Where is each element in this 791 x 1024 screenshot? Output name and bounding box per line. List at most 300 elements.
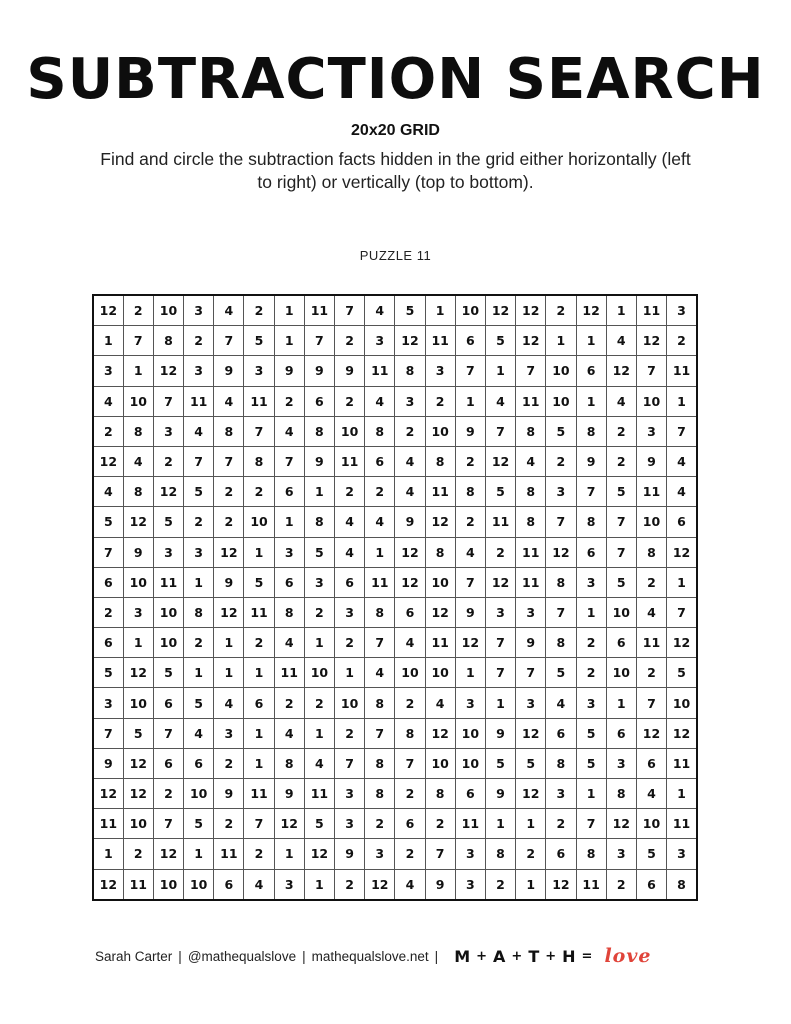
grid-cell[interactable]: 8 (395, 356, 425, 386)
grid-cell[interactable]: 11 (244, 386, 274, 416)
grid-cell[interactable]: 7 (606, 507, 636, 537)
grid-cell[interactable]: 4 (395, 477, 425, 507)
grid-cell[interactable]: 12 (123, 748, 153, 778)
grid-cell[interactable]: 8 (546, 748, 576, 778)
grid-cell[interactable]: 8 (546, 567, 576, 597)
grid-cell[interactable]: 1 (455, 658, 485, 688)
grid-cell[interactable]: 4 (335, 537, 365, 567)
grid-cell[interactable]: 8 (395, 718, 425, 748)
grid-cell[interactable]: 2 (606, 869, 636, 900)
grid-cell[interactable]: 10 (425, 748, 455, 778)
grid-cell[interactable]: 2 (365, 477, 395, 507)
grid-cell[interactable]: 12 (485, 446, 515, 476)
grid-cell[interactable]: 9 (576, 446, 606, 476)
grid-cell[interactable]: 12 (93, 779, 123, 809)
grid-cell[interactable]: 2 (485, 537, 515, 567)
grid-cell[interactable]: 11 (455, 809, 485, 839)
grid-cell[interactable]: 1 (244, 658, 274, 688)
grid-cell[interactable]: 2 (335, 477, 365, 507)
grid-cell[interactable]: 3 (93, 688, 123, 718)
grid-cell[interactable]: 11 (365, 356, 395, 386)
grid-cell[interactable]: 4 (606, 386, 636, 416)
grid-cell[interactable]: 11 (214, 839, 244, 869)
grid-cell[interactable]: 7 (485, 628, 515, 658)
grid-cell[interactable]: 3 (667, 839, 697, 869)
grid-cell[interactable]: 3 (516, 597, 546, 627)
grid-cell[interactable]: 7 (516, 658, 546, 688)
grid-cell[interactable]: 7 (455, 356, 485, 386)
grid-cell[interactable]: 12 (365, 869, 395, 900)
grid-cell[interactable]: 3 (335, 597, 365, 627)
grid-cell[interactable]: 3 (365, 839, 395, 869)
grid-cell[interactable]: 5 (606, 477, 636, 507)
grid-cell[interactable]: 2 (153, 779, 183, 809)
grid-cell[interactable]: 8 (485, 839, 515, 869)
grid-cell[interactable]: 7 (576, 809, 606, 839)
grid-cell[interactable]: 7 (93, 537, 123, 567)
footer-handle[interactable]: @mathequalslove (187, 948, 297, 964)
grid-cell[interactable]: 7 (606, 537, 636, 567)
grid-cell[interactable]: 1 (606, 295, 636, 326)
grid-cell[interactable]: 4 (184, 416, 214, 446)
grid-cell[interactable]: 2 (606, 416, 636, 446)
grid-cell[interactable]: 5 (93, 507, 123, 537)
grid-cell[interactable]: 2 (244, 628, 274, 658)
grid-cell[interactable]: 2 (123, 839, 153, 869)
grid-cell[interactable]: 6 (636, 748, 666, 778)
grid-cell[interactable]: 1 (576, 326, 606, 356)
grid-cell[interactable]: 11 (425, 477, 455, 507)
grid-cell[interactable]: 1 (93, 839, 123, 869)
grid-cell[interactable]: 1 (667, 779, 697, 809)
grid-cell[interactable]: 11 (184, 386, 214, 416)
grid-cell[interactable]: 5 (485, 477, 515, 507)
grid-cell[interactable]: 4 (274, 628, 304, 658)
grid-cell[interactable]: 10 (546, 386, 576, 416)
grid-cell[interactable]: 11 (425, 326, 455, 356)
grid-cell[interactable]: 9 (304, 356, 334, 386)
grid-cell[interactable]: 1 (214, 658, 244, 688)
grid-cell[interactable]: 12 (667, 537, 697, 567)
grid-cell[interactable]: 6 (576, 537, 606, 567)
grid-cell[interactable]: 4 (214, 688, 244, 718)
grid-cell[interactable]: 3 (667, 295, 697, 326)
grid-cell[interactable]: 7 (153, 718, 183, 748)
grid-cell[interactable]: 12 (153, 477, 183, 507)
grid-cell[interactable]: 6 (455, 779, 485, 809)
grid-cell[interactable]: 8 (304, 416, 334, 446)
grid-cell[interactable]: 10 (455, 718, 485, 748)
grid-cell[interactable]: 2 (546, 295, 576, 326)
grid-cell[interactable]: 12 (516, 718, 546, 748)
grid-cell[interactable]: 1 (244, 537, 274, 567)
grid-cell[interactable]: 2 (546, 446, 576, 476)
grid-cell[interactable]: 3 (636, 416, 666, 446)
grid-cell[interactable]: 8 (606, 779, 636, 809)
grid-cell[interactable]: 7 (153, 809, 183, 839)
grid-cell[interactable]: 5 (485, 748, 515, 778)
grid-cell[interactable]: 11 (304, 779, 334, 809)
grid-cell[interactable]: 10 (123, 688, 153, 718)
grid-cell[interactable]: 7 (335, 748, 365, 778)
grid-cell[interactable]: 4 (184, 718, 214, 748)
grid-cell[interactable]: 5 (485, 326, 515, 356)
grid-cell[interactable]: 2 (214, 809, 244, 839)
grid-cell[interactable]: 4 (304, 748, 334, 778)
grid-cell[interactable]: 10 (636, 507, 666, 537)
grid-cell[interactable]: 5 (667, 658, 697, 688)
grid-cell[interactable]: 11 (123, 869, 153, 900)
grid-cell[interactable]: 2 (516, 839, 546, 869)
grid-cell[interactable]: 1 (93, 326, 123, 356)
grid-cell[interactable]: 12 (93, 446, 123, 476)
grid-cell[interactable]: 8 (576, 839, 606, 869)
grid-cell[interactable]: 5 (184, 809, 214, 839)
grid-cell[interactable]: 4 (365, 386, 395, 416)
grid-cell[interactable]: 10 (123, 386, 153, 416)
grid-cell[interactable]: 10 (455, 748, 485, 778)
grid-cell[interactable]: 1 (667, 567, 697, 597)
grid-cell[interactable]: 3 (546, 477, 576, 507)
grid-cell[interactable]: 12 (153, 356, 183, 386)
grid-cell[interactable]: 4 (667, 446, 697, 476)
grid-cell[interactable]: 11 (516, 567, 546, 597)
grid-cell[interactable]: 6 (153, 688, 183, 718)
grid-cell[interactable]: 3 (425, 356, 455, 386)
grid-cell[interactable]: 11 (365, 567, 395, 597)
grid-cell[interactable]: 7 (546, 597, 576, 627)
grid-cell[interactable]: 6 (546, 718, 576, 748)
grid-cell[interactable]: 2 (425, 386, 455, 416)
grid-cell[interactable]: 2 (335, 628, 365, 658)
grid-cell[interactable]: 12 (455, 628, 485, 658)
grid-cell[interactable]: 4 (667, 477, 697, 507)
grid-cell[interactable]: 3 (214, 718, 244, 748)
grid-cell[interactable]: 4 (455, 537, 485, 567)
grid-cell[interactable]: 11 (576, 869, 606, 900)
grid-cell[interactable]: 1 (304, 869, 334, 900)
grid-cell[interactable]: 1 (184, 658, 214, 688)
grid-cell[interactable]: 4 (365, 658, 395, 688)
grid-cell[interactable]: 3 (153, 537, 183, 567)
grid-cell[interactable]: 5 (153, 658, 183, 688)
grid-cell[interactable]: 3 (304, 567, 334, 597)
grid-cell[interactable]: 6 (335, 567, 365, 597)
grid-cell[interactable]: 1 (304, 628, 334, 658)
grid-cell[interactable]: 12 (395, 326, 425, 356)
grid-cell[interactable]: 6 (93, 567, 123, 597)
grid-cell[interactable]: 11 (667, 356, 697, 386)
grid-cell[interactable]: 12 (516, 779, 546, 809)
grid-cell[interactable]: 4 (636, 597, 666, 627)
grid-cell[interactable]: 7 (335, 295, 365, 326)
grid-cell[interactable]: 1 (244, 748, 274, 778)
grid-cell[interactable]: 1 (516, 869, 546, 900)
grid-cell[interactable]: 9 (214, 779, 244, 809)
grid-cell[interactable]: 10 (606, 597, 636, 627)
grid-cell[interactable]: 12 (123, 779, 153, 809)
grid-cell[interactable]: 4 (395, 628, 425, 658)
grid-cell[interactable]: 4 (365, 295, 395, 326)
grid-cell[interactable]: 8 (123, 477, 153, 507)
grid-cell[interactable]: 4 (395, 869, 425, 900)
grid-cell[interactable]: 6 (636, 869, 666, 900)
grid-cell[interactable]: 10 (425, 416, 455, 446)
grid-cell[interactable]: 9 (335, 839, 365, 869)
grid-cell[interactable]: 8 (425, 537, 455, 567)
footer-website[interactable]: mathequalslove.net (311, 948, 429, 964)
grid-cell[interactable]: 10 (606, 658, 636, 688)
grid-cell[interactable]: 2 (485, 869, 515, 900)
grid-cell[interactable]: 9 (123, 537, 153, 567)
grid-cell[interactable]: 3 (455, 839, 485, 869)
grid-cell[interactable]: 6 (606, 628, 636, 658)
grid-cell[interactable]: 10 (425, 567, 455, 597)
grid-cell[interactable]: 10 (184, 779, 214, 809)
grid-cell[interactable]: 3 (516, 688, 546, 718)
grid-cell[interactable]: 10 (335, 416, 365, 446)
grid-cell[interactable]: 3 (365, 326, 395, 356)
grid-cell[interactable]: 6 (244, 688, 274, 718)
grid-cell[interactable]: 2 (335, 869, 365, 900)
grid-cell[interactable]: 1 (214, 628, 244, 658)
grid-cell[interactable]: 11 (244, 597, 274, 627)
grid-cell[interactable]: 2 (304, 597, 334, 627)
grid-cell[interactable]: 12 (123, 507, 153, 537)
grid-cell[interactable]: 9 (214, 567, 244, 597)
grid-cell[interactable]: 1 (485, 356, 515, 386)
grid-cell[interactable]: 2 (636, 658, 666, 688)
grid-cell[interactable]: 2 (274, 386, 304, 416)
grid-cell[interactable]: 7 (244, 809, 274, 839)
grid-cell[interactable]: 1 (304, 718, 334, 748)
grid-cell[interactable]: 7 (214, 446, 244, 476)
grid-cell[interactable]: 3 (576, 688, 606, 718)
grid-cell[interactable]: 2 (93, 597, 123, 627)
grid-cell[interactable]: 3 (546, 779, 576, 809)
grid-cell[interactable]: 12 (636, 326, 666, 356)
grid-cell[interactable]: 10 (335, 688, 365, 718)
grid-cell[interactable]: 2 (244, 477, 274, 507)
grid-cell[interactable]: 9 (485, 718, 515, 748)
grid-cell[interactable]: 7 (184, 446, 214, 476)
grid-cell[interactable]: 11 (636, 628, 666, 658)
grid-cell[interactable]: 12 (485, 295, 515, 326)
grid-cell[interactable]: 10 (153, 597, 183, 627)
grid-cell[interactable]: 6 (274, 477, 304, 507)
grid-cell[interactable]: 9 (274, 356, 304, 386)
grid-cell[interactable]: 3 (606, 839, 636, 869)
grid-cell[interactable]: 3 (335, 779, 365, 809)
grid-cell[interactable]: 3 (244, 356, 274, 386)
grid-cell[interactable]: 8 (576, 416, 606, 446)
grid-cell[interactable]: 8 (636, 537, 666, 567)
grid-cell[interactable]: 2 (667, 326, 697, 356)
grid-cell[interactable]: 2 (335, 386, 365, 416)
grid-cell[interactable]: 2 (425, 809, 455, 839)
grid-cell[interactable]: 12 (425, 597, 455, 627)
grid-cell[interactable]: 7 (153, 386, 183, 416)
grid-cell[interactable]: 11 (485, 507, 515, 537)
grid-cell[interactable]: 1 (365, 537, 395, 567)
grid-cell[interactable]: 6 (274, 567, 304, 597)
grid-cell[interactable]: 1 (576, 597, 606, 627)
grid-cell[interactable]: 8 (455, 477, 485, 507)
grid-cell[interactable]: 8 (546, 628, 576, 658)
grid-cell[interactable]: 11 (425, 628, 455, 658)
grid-cell[interactable]: 7 (214, 326, 244, 356)
grid-cell[interactable]: 8 (365, 597, 395, 627)
grid-cell[interactable]: 11 (335, 446, 365, 476)
grid-cell[interactable]: 9 (485, 779, 515, 809)
grid-cell[interactable]: 3 (153, 416, 183, 446)
grid-cell[interactable]: 3 (93, 356, 123, 386)
grid-cell[interactable]: 12 (93, 295, 123, 326)
grid-cell[interactable]: 6 (365, 446, 395, 476)
grid-cell[interactable]: 3 (455, 869, 485, 900)
grid-cell[interactable]: 7 (244, 416, 274, 446)
grid-cell[interactable]: 3 (184, 295, 214, 326)
grid-cell[interactable]: 6 (304, 386, 334, 416)
grid-cell[interactable]: 3 (274, 537, 304, 567)
grid-cell[interactable]: 7 (425, 839, 455, 869)
grid-cell[interactable]: 1 (304, 477, 334, 507)
grid-cell[interactable]: 8 (244, 446, 274, 476)
grid-cell[interactable]: 1 (123, 356, 153, 386)
grid-cell[interactable]: 4 (425, 688, 455, 718)
grid-cell[interactable]: 6 (606, 718, 636, 748)
grid-cell[interactable]: 8 (365, 748, 395, 778)
grid-cell[interactable]: 5 (153, 507, 183, 537)
grid-cell[interactable]: 2 (244, 839, 274, 869)
grid-cell[interactable]: 11 (667, 748, 697, 778)
grid-cell[interactable]: 1 (244, 718, 274, 748)
grid-cell[interactable]: 2 (395, 779, 425, 809)
grid-cell[interactable]: 2 (636, 567, 666, 597)
grid-cell[interactable]: 9 (274, 779, 304, 809)
grid-cell[interactable]: 7 (636, 688, 666, 718)
grid-cell[interactable]: 9 (636, 446, 666, 476)
grid-cell[interactable]: 7 (667, 416, 697, 446)
grid-cell[interactable]: 12 (274, 809, 304, 839)
grid-cell[interactable]: 4 (93, 386, 123, 416)
grid-cell[interactable]: 10 (636, 386, 666, 416)
grid-cell[interactable]: 11 (516, 386, 546, 416)
grid-cell[interactable]: 2 (214, 507, 244, 537)
grid-cell[interactable]: 7 (516, 356, 546, 386)
grid-cell[interactable]: 8 (214, 416, 244, 446)
grid-cell[interactable]: 7 (365, 628, 395, 658)
grid-cell[interactable]: 10 (153, 628, 183, 658)
grid-cell[interactable]: 9 (214, 356, 244, 386)
grid-cell[interactable]: 5 (304, 809, 334, 839)
grid-cell[interactable]: 5 (93, 658, 123, 688)
grid-cell[interactable]: 4 (214, 386, 244, 416)
grid-cell[interactable]: 2 (546, 809, 576, 839)
grid-cell[interactable]: 4 (93, 477, 123, 507)
grid-cell[interactable]: 2 (365, 809, 395, 839)
grid-cell[interactable]: 9 (516, 628, 546, 658)
grid-cell[interactable]: 7 (274, 446, 304, 476)
grid-cell[interactable]: 1 (485, 688, 515, 718)
grid-cell[interactable]: 10 (244, 507, 274, 537)
grid-cell[interactable]: 1 (667, 386, 697, 416)
grid-cell[interactable]: 4 (274, 416, 304, 446)
grid-cell[interactable]: 1 (184, 839, 214, 869)
grid-cell[interactable]: 8 (576, 507, 606, 537)
grid-cell[interactable]: 2 (395, 839, 425, 869)
grid-cell[interactable]: 2 (576, 658, 606, 688)
grid-cell[interactable]: 5 (576, 718, 606, 748)
grid-cell[interactable]: 8 (365, 688, 395, 718)
grid-cell[interactable]: 2 (576, 628, 606, 658)
grid-cell[interactable]: 2 (455, 446, 485, 476)
grid-cell[interactable]: 5 (606, 567, 636, 597)
grid-cell[interactable]: 4 (485, 386, 515, 416)
grid-cell[interactable]: 3 (274, 869, 304, 900)
grid-cell[interactable]: 7 (636, 356, 666, 386)
grid-cell[interactable]: 8 (274, 748, 304, 778)
grid-cell[interactable]: 8 (425, 779, 455, 809)
grid-cell[interactable]: 12 (93, 869, 123, 900)
grid-cell[interactable]: 4 (546, 688, 576, 718)
grid-cell[interactable]: 2 (214, 477, 244, 507)
grid-cell[interactable]: 1 (546, 326, 576, 356)
grid-cell[interactable]: 8 (516, 507, 546, 537)
grid-cell[interactable]: 3 (485, 597, 515, 627)
grid-cell[interactable]: 2 (395, 416, 425, 446)
grid-cell[interactable]: 7 (123, 326, 153, 356)
grid-cell[interactable]: 7 (455, 567, 485, 597)
grid-cell[interactable]: 8 (304, 507, 334, 537)
grid-cell[interactable]: 5 (546, 416, 576, 446)
grid-cell[interactable]: 6 (455, 326, 485, 356)
grid-cell[interactable]: 1 (123, 628, 153, 658)
grid-cell[interactable]: 5 (123, 718, 153, 748)
grid-cell[interactable]: 1 (274, 295, 304, 326)
grid-cell[interactable]: 12 (123, 658, 153, 688)
grid-cell[interactable]: 8 (123, 416, 153, 446)
grid-cell[interactable]: 9 (93, 748, 123, 778)
grid-cell[interactable]: 2 (184, 326, 214, 356)
grid-cell[interactable]: 8 (184, 597, 214, 627)
grid-cell[interactable]: 7 (485, 658, 515, 688)
grid-cell[interactable]: 2 (244, 295, 274, 326)
grid-cell[interactable]: 11 (93, 809, 123, 839)
grid-cell[interactable]: 8 (667, 869, 697, 900)
grid-cell[interactable]: 1 (455, 386, 485, 416)
grid-cell[interactable]: 4 (244, 869, 274, 900)
grid-cell[interactable]: 12 (153, 839, 183, 869)
grid-cell[interactable]: 2 (184, 628, 214, 658)
grid-cell[interactable]: 6 (546, 839, 576, 869)
grid-cell[interactable]: 10 (546, 356, 576, 386)
grid-cell[interactable]: 12 (636, 718, 666, 748)
grid-cell[interactable]: 12 (425, 507, 455, 537)
grid-cell[interactable]: 10 (153, 869, 183, 900)
grid-cell[interactable]: 3 (335, 809, 365, 839)
grid-cell[interactable]: 5 (244, 567, 274, 597)
grid-cell[interactable]: 5 (304, 537, 334, 567)
grid-cell[interactable]: 2 (153, 446, 183, 476)
grid-cell[interactable]: 10 (123, 567, 153, 597)
grid-cell[interactable]: 7 (576, 477, 606, 507)
grid-cell[interactable]: 1 (576, 386, 606, 416)
grid-cell[interactable]: 4 (606, 326, 636, 356)
grid-cell[interactable]: 6 (93, 628, 123, 658)
grid-cell[interactable]: 11 (516, 537, 546, 567)
grid-cell[interactable]: 1 (335, 658, 365, 688)
